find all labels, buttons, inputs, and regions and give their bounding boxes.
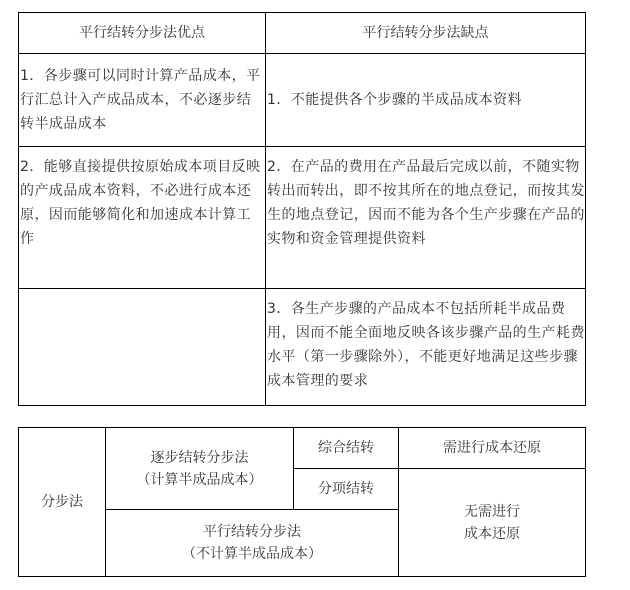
sequential-method-note: （计算半成品成本） [136,471,263,488]
sequential-method-name: 逐步结转分步法 [150,449,249,466]
pros-header: 平行结转分步法优点 [19,13,266,54]
no-restore-line2: 成本还原 [464,525,520,542]
pros-cons-table [18,12,586,406]
con-text-3: 3．各生产步骤的产品成本不包括所耗半成品费用，因而不能全面地反映各该步骤产品的生产耗费水平（第一步骤除外），不能更好地满足这些步骤成本管理的要求 [267,301,585,389]
con-text-2: 2．在产品的费用在产品最后完成以前，不随实物转出而转出，即不按其所在的地点登记，而按其发生的地点登记，因而不能为各个生产步骤在产品的实物和资金管理提供资料 [267,159,585,247]
cons-header: 平行结转分步法缺点 [266,13,586,54]
parallel-method-note: （不计算半成品成本） [182,546,322,562]
con-text-1: 1．不能提供各个步骤的半成品成本资料 [267,92,523,108]
sequential-method-cell [106,428,294,510]
pro-cell-1 [19,54,266,147]
no-restore-line1: 无需进行 [464,503,520,520]
parallel-method-name: 平行结转分步法 [203,524,301,540]
method-classification-table [18,427,586,577]
comprehensive-transfer-cell: 综合结转 [294,428,399,469]
pro-text-3 [19,289,265,297]
pro-cell-3 [19,289,266,406]
pro-text-1: 1．各步骤可以同时计算产品成本，平行汇总计入产成品成本，不必逐步结转半成品成本 [20,68,261,132]
pro-text-2: 2．能够直接提供按原始成本项目反映的产成品成本资料，不必进行成本还原，因而能够简化和加速成本计算工作 [20,159,261,247]
parallel-method-cell [106,510,399,577]
con-cell-1 [266,54,586,147]
needs-restore-cell: 需进行成本还原 [399,428,586,469]
itemized-transfer-cell: 分项结转 [294,469,399,510]
pro-cell-2 [19,147,266,289]
no-restore-cell [399,469,586,577]
con-cell-3 [266,289,586,406]
root-cell: 分步法 [19,428,106,577]
con-cell-2 [266,147,586,289]
